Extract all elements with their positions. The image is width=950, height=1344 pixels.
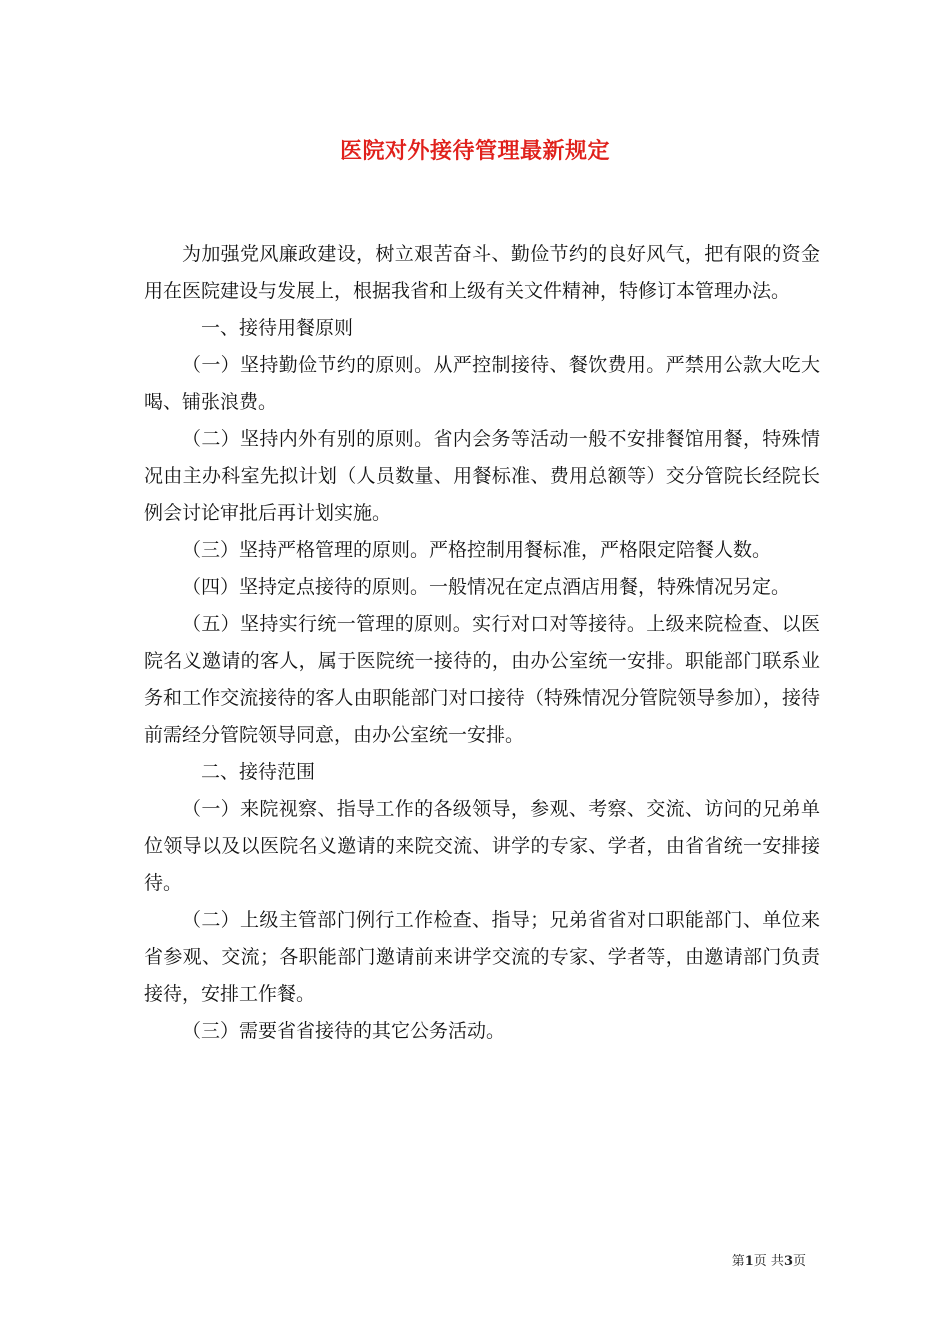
- footer-suffix: 页: [792, 1254, 806, 1269]
- principle-paragraph: （二）坚持内外有别的原则。省内会务等活动一般不安排餐馆用餐，特殊情况由主办科室先拟计划（人员数量、用餐标准、费用总额等）交分管院长经院长例会讨论审批后再计划实施。: [144, 428, 820, 524]
- scope-paragraph: （二）上级主管部门例行工作检查、指导；兄弟省省对口职能部门、单位来省参观、交流；各职能部门邀请前来讲学交流的专家、学者等，由邀请部门负责接待，安排工作餐。: [144, 909, 820, 1005]
- page-number-footer: [732, 1250, 806, 1269]
- document-body: [144, 236, 820, 1050]
- total-pages-number: 3: [783, 1254, 793, 1269]
- principle-paragraph: （一）坚持勤俭节约的原则。从严控制接待、餐饮费用。严禁用公款大吃大喝、铺张浪费。: [144, 354, 820, 413]
- principle-paragraph: （三）坚持严格管理的原则。严格控制用餐标准，严格限定陪餐人数。: [182, 539, 772, 561]
- document-title: 医院对外接待管理最新规定: [339, 138, 610, 164]
- section-heading-reception-scope: 二、接待范围: [201, 761, 316, 783]
- section-heading-dining-principles: 一、接待用餐原则: [201, 317, 354, 339]
- principle-paragraph: （四）坚持定点接待的原则。一般情况在定点酒店用餐，特殊情况另定。: [182, 576, 791, 598]
- scope-paragraph: （三）需要省省接待的其它公务活动。: [182, 1020, 506, 1042]
- footer-middle: 页 共: [753, 1254, 784, 1269]
- scope-paragraph: （一）来院视察、指导工作的各级领导，参观、考察、交流、访问的兄弟单位领导以及以医院名义邀请的来院交流、讲学的专家、学者，由省省统一安排接待。: [144, 798, 820, 894]
- footer-prefix: 第: [731, 1254, 745, 1269]
- principle-paragraph: （五）坚持实行统一管理的原则。实行对口对等接待。上级来院检查、以医院名义邀请的客人，属于医院统一接待的，由办公室统一安排。职能部门联系业务和工作交流接待的客人由职能部门对口接待（特殊情况分管院领导参加），接待前需经分管院领导同意，由办公室统一安排。: [144, 613, 820, 746]
- intro-paragraph: 为加强党风廉政建设，树立艰苦奋斗、勤俭节约的良好风气，把有限的资金用在医院建设与发展上，根据我省和上级有关文件精神，特修订本管理办法。: [144, 243, 820, 302]
- current-page-number: 1: [744, 1254, 754, 1269]
